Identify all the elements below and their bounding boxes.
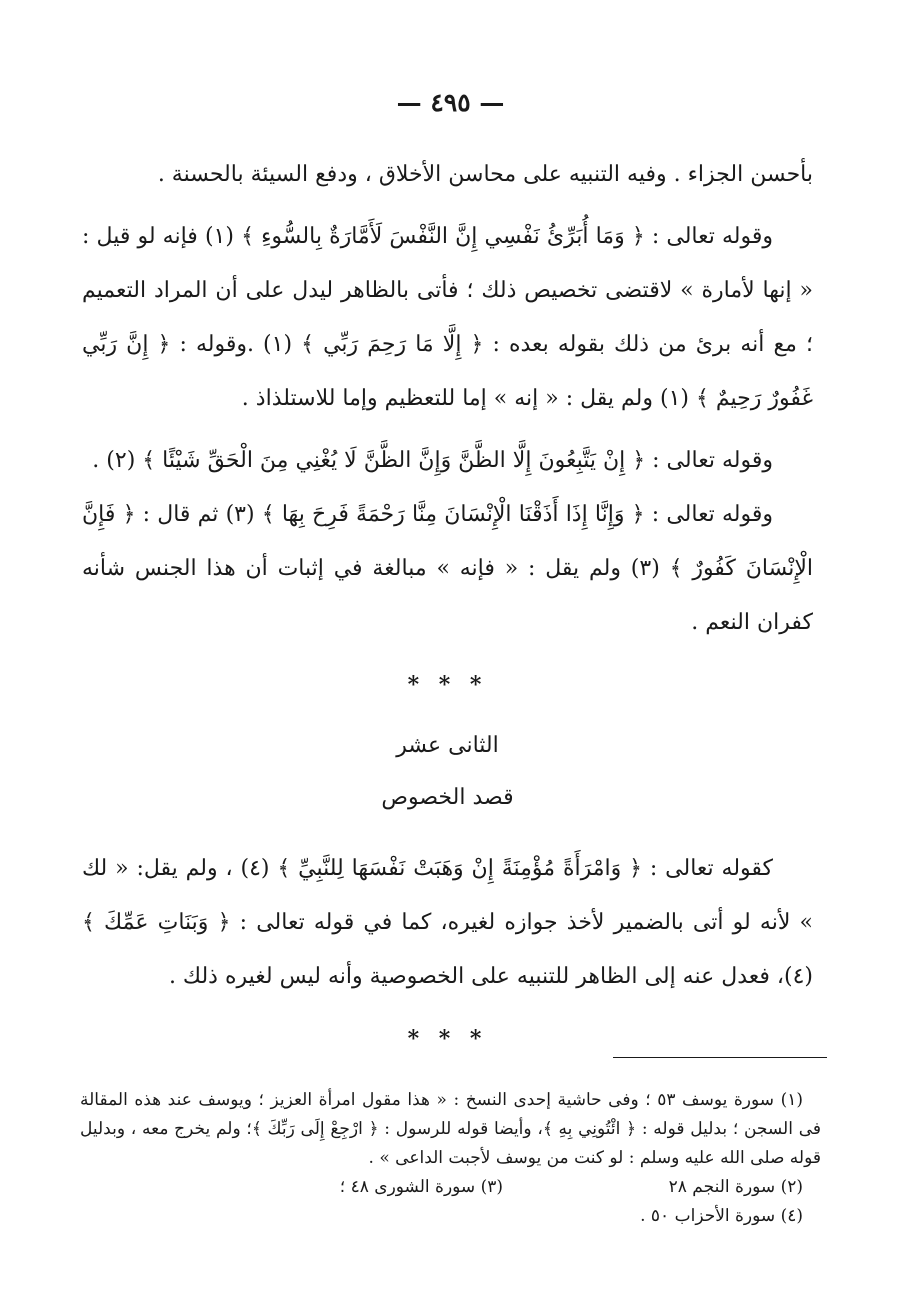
page-number: — ٤٩٥ — — [396, 88, 505, 117]
footnotes — [80, 1086, 821, 1231]
paragraph-shura-verse: وقوله تعالى : ﴿ وَإِنَّا إِذَا أَذَقْنَا الْإِنْسَانَ مِنَّا رَحْمَةً فَرِحَ بِهَا ﴾ (٣) ثم قال : ﴿ فَإِنَّ الْإِنْسَانَ كَفُورٌ ﴾ (٣) ولم يقل : « فإنه » مبالغة في إثبات أن هذا الجنس شأنه كفران النعم . — [82, 502, 814, 635]
paragraph-yusuf-verse: وقوله تعالى : ﴿ وَمَا أُبَرِّئُ نَفْسِي إِنَّ النَّفْسَ لَأَمَّارَةٌ بِالسُّوءِ ﴾ (١) فإنه لو قيل : « إنها لأمارة » لاقتضى تخصيص ذلك ؛ فأتى بالظاهر ليدل على أن المراد التعميم ؛ مع أنه برئ من ذلك بقوله بعده : ﴿ إِلَّا مَا رَحِمَ رَبِّي ﴾ (١) .وقوله : ﴿ إِنَّ رَبِّي غَفُورٌ رَحِيمٌ ﴾ (١) ولم يقل : « إنه » إما للتعظيم وإما للاستلذاذ . — [82, 224, 814, 411]
section-number: الثانى عشر — [396, 733, 499, 758]
footnote-divider — [613, 1057, 827, 1058]
footnote-3: (٣) سورة الشورى ٤٨ ؛ — [339, 1177, 503, 1197]
closing-separator: * * * — [407, 1026, 488, 1052]
footnote-1: (١) سورة يوسف ٥٣ ؛ وفى حاشية إحدى النسخ : « هذا مقول امرأة العزيز ؛ ويوسف عند هذه المقالة فى السجن ؛ بدليل قوله : ﴿ ائْتُونِي بِهِ ﴾، وأيضا قوله للرسول : ﴿ ارْجِعْ إِلَى رَبِّكَ ﴾؛ ولم يخرج معه ، وبدليل قوله صلى الله عليه وسلم : لو كنت من يوسف لأجبت الداعى » . — [80, 1090, 821, 1168]
main-text — [82, 148, 813, 1066]
footnote-4: (٤) سورة الأحزاب ٥٠ . — [640, 1206, 803, 1226]
paragraph-najm-verse: وقوله تعالى : ﴿ إِنْ يَتَّبِعُونَ إِلَّا الظَّنَّ وَإِنَّ الظَّنَّ لَا يُغْنِي مِنَ الْحَقِّ شَيْئًا ﴾ (٢) . — [92, 448, 773, 473]
section-title: قصد الخصوص — [381, 785, 514, 810]
paragraph-continuation: بأحسن الجزاء . وفيه التنبيه على محاسن الأخلاق ، ودفع السيئة بالحسنة . — [157, 162, 813, 187]
paragraph-ahzab-verse: كقوله تعالى : ﴿ وَامْرَأَةً مُؤْمِنَةً إِنْ وَهَبَتْ نَفْسَهَا لِلنَّبِيِّ ﴾ (٤) ، ولم يقل: « لك » لأنه لو أتى بالضمير لأخذ جوازه لغيره، كما في قوله تعالى : ﴿ وَبَنَاتِ عَمِّكَ ﴾ (٤)، فعدل عنه إلى الظاهر للتنبيه على الخصوصية وأنه ليس لغيره ذلك . — [82, 856, 813, 989]
footnote-row — [80, 1173, 821, 1202]
section-separator: * * * — [407, 672, 488, 698]
footnote-2: (٢) سورة النجم ٢٨ — [668, 1177, 803, 1197]
